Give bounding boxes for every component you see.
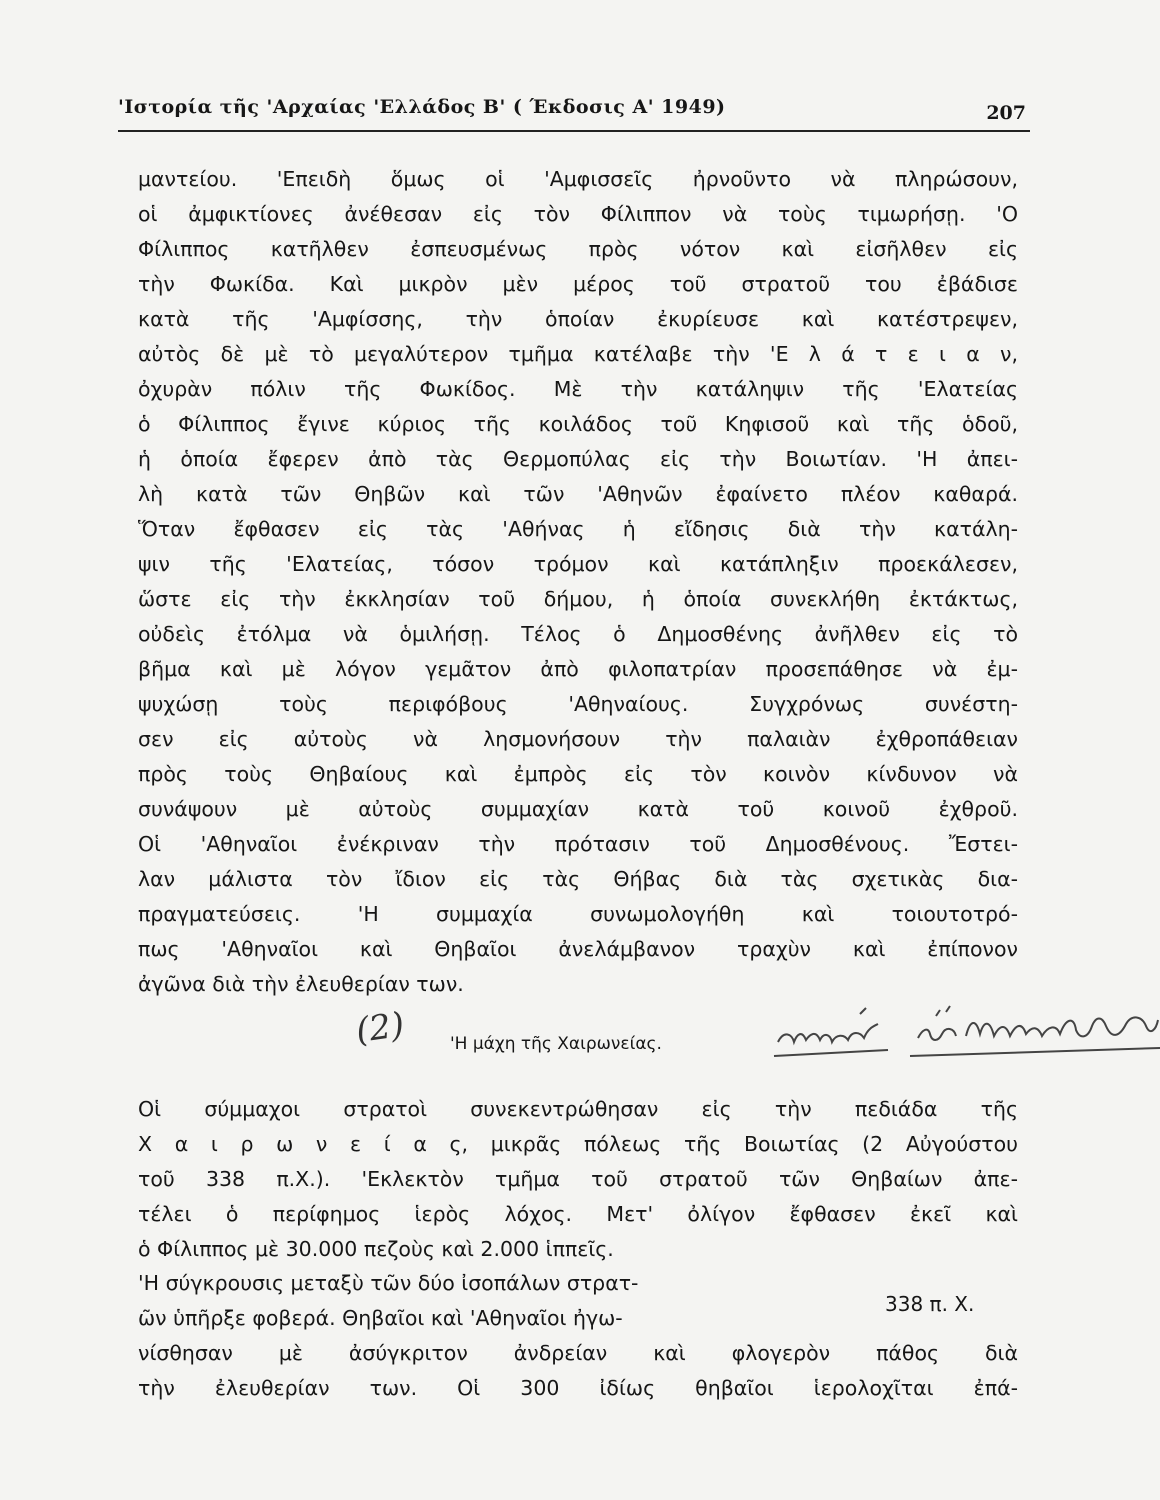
text-line: Φίλιππος κατῆλθεν ἐσπευσμένως πρὸς νότον καὶ εἰσῆλθεν εἰς xyxy=(138,237,1018,261)
header-rule xyxy=(118,130,1030,132)
text-line: πραγματεύσεις. 'Η συμμαχία συνωμολογήθη καὶ τοιουτοτρό- xyxy=(138,902,1018,926)
text-line: Χ α ι ρ ω ν ε ί α ς, μικρᾶς πόλεως τῆς Βοιωτίας (2 Αὐγούστου xyxy=(138,1132,1018,1156)
text-line: τοῦ 338 π.Χ.). 'Εκλεκτὸν τμῆμα τοῦ στρατοῦ τῶν Θηβαίων ἀπε- xyxy=(138,1167,1018,1191)
text-line: ῶν ὑπῆρξε φοβερά. Θηβαῖοι καὶ 'Αθηναῖοι ἠγω- xyxy=(138,1306,623,1330)
handwritten-annotation xyxy=(770,990,1160,1070)
text-line: λὴ κατὰ τῶν Θηβῶν καὶ τῶν 'Αθηνῶν ἐφαίνετο πλέον καθαρά. xyxy=(138,482,1018,506)
text-line: Οἱ σύμμαχοι στρατοὶ συνεκεντρώθησαν εἰς τὴν πεδιάδα τῆς xyxy=(138,1097,1018,1121)
page-number: 207 xyxy=(986,102,1026,124)
text-line: σεν εἰς αὐτοὺς νὰ λησμονήσουν τὴν παλαιὰν ἐχθροπάθειαν xyxy=(138,727,1018,751)
text-line: πως 'Αθηναῖοι καὶ Θηβαῖοι ἀνελάμβανον τραχὺν καὶ ἐπίπονον xyxy=(138,937,1018,961)
text-line: ψυχώσῃ τοὺς περιφόβους 'Αθηναίους. Συγχρόνως συνέστη- xyxy=(138,692,1018,716)
paragraph-1 xyxy=(138,162,1018,1002)
text-line: ὁ Φίλιππος μὲ 30.000 πεζοὺς καὶ 2.000 ἱππεῖς. xyxy=(138,1237,614,1261)
text-line: αὐτὸς δὲ μὲ τὸ μεγαλύτερον τμῆμα κατέλαβε τὴν 'Ε λ ά τ ε ι α ν, xyxy=(138,342,1018,366)
running-header xyxy=(118,96,1030,136)
text-line: τέλει ὁ περίφημος ἱερὸς λόχος. Μετ' ὀλίγον ἔφθασεν ἐκεῖ καὶ xyxy=(138,1202,1018,1226)
text-line: οἱ ἀμφικτίονες ἀνέθεσαν εἰς τὸν Φίλιππον νὰ τοὺς τιμωρήσῃ. 'Ο xyxy=(138,202,1018,226)
margin-date-note: 338 π. Χ. xyxy=(885,1292,975,1316)
section-heading: 'Η μάχη τῆς Χαιρωνείας. xyxy=(450,1034,662,1054)
text-line: βῆμα καὶ μὲ λόγον γεμᾶτον ἀπὸ φιλοπατρίαν προσεπάθησε νὰ ἐμ- xyxy=(138,657,1018,681)
text-line: ὁ Φίλιππος ἔγινε κύριος τῆς κοιλάδος τοῦ Κηφισοῦ καὶ τῆς ὁδοῦ, xyxy=(138,412,1018,436)
handwritten-section-number: (2) xyxy=(353,1004,407,1052)
header-title: 'Ιστορία τῆς 'Αρχαίας 'Ελλάδος Β' ( Έκδοσις Α' 1949) xyxy=(118,96,726,118)
text-line: ἡ ὁποία ἔφερεν ἀπὸ τὰς Θερμοπύλας εἰς τὴν Βοιωτίαν. 'Η ἀπει- xyxy=(138,447,1018,471)
paragraph-3 xyxy=(138,1266,1018,1406)
text-line: ψιν τῆς 'Ελατείας, τόσον τρόμον καὶ κατάπληξιν προεκάλεσεν, xyxy=(138,552,1018,576)
text-line: Ὅταν ἔφθασεν εἰς τὰς 'Αθήνας ἡ εἴδησις διὰ τὴν κατάλη- xyxy=(138,517,1018,541)
text-line: Οἱ 'Αθηναῖοι ἐνέκριναν τὴν πρότασιν τοῦ Δημοσθένους. Ἔστει- xyxy=(138,832,1018,856)
text-line: συνάψουν μὲ αὐτοὺς συμμαχίαν κατὰ τοῦ κοινοῦ ἐχθροῦ. xyxy=(138,797,1018,821)
text-line: τὴν Φωκίδα. Καὶ μικρὸν μὲν μέρος τοῦ στρατοῦ του ἐβάδισε xyxy=(138,272,1018,296)
text-line: ὀχυρὰν πόλιν τῆς Φωκίδος. Μὲ τὴν κατάληψιν τῆς 'Ελατείας xyxy=(138,377,1018,401)
text-line: κατὰ τῆς 'Αμφίσσης, τὴν ὁποίαν ἐκυρίευσε καὶ κατέστρεψεν, xyxy=(138,307,1018,331)
text-line: μαντείου. 'Επειδὴ ὅμως οἱ 'Αμφισσεῖς ἠρνοῦντο νὰ πληρώσουν, xyxy=(138,167,1018,191)
text-line: τὴν ἐλευθερίαν των. Οἱ 300 ἰδίως θηβαῖοι ἱερολοχῖται ἐπά- xyxy=(138,1376,1018,1400)
text-line: ἀγῶνα διὰ τὴν ἐλευθερίαν των. xyxy=(138,972,464,996)
text-line: νίσθησαν μὲ ἀσύγκριτον ἀνδρείαν καὶ φλογερὸν πάθος διὰ xyxy=(138,1341,1018,1365)
paragraph-2 xyxy=(138,1092,1018,1267)
text-line: ὥστε εἰς τὴν ἐκκλησίαν τοῦ δήμου, ἡ ὁποία συνεκλήθη ἐκτάκτως, xyxy=(138,587,1018,611)
text-line: οὐδεὶς ἐτόλμα νὰ ὁμιλήσῃ. Τέλος ὁ Δημοσθένης ἀνῆλθεν εἰς τὸ xyxy=(138,622,1018,646)
text-line: πρὸς τοὺς Θηβαίους καὶ ἐμπρὸς εἰς τὸν κοινὸν κίνδυνον νὰ xyxy=(138,762,1018,786)
text-line: λαν μάλιστα τὸν ἴδιον εἰς τὰς Θήβας διὰ τὰς σχετικὰς δια- xyxy=(138,867,1018,891)
text-line: 'Η σύγκρουσις μεταξὺ τῶν δύο ἰσοπάλων στρατ- xyxy=(138,1271,639,1295)
